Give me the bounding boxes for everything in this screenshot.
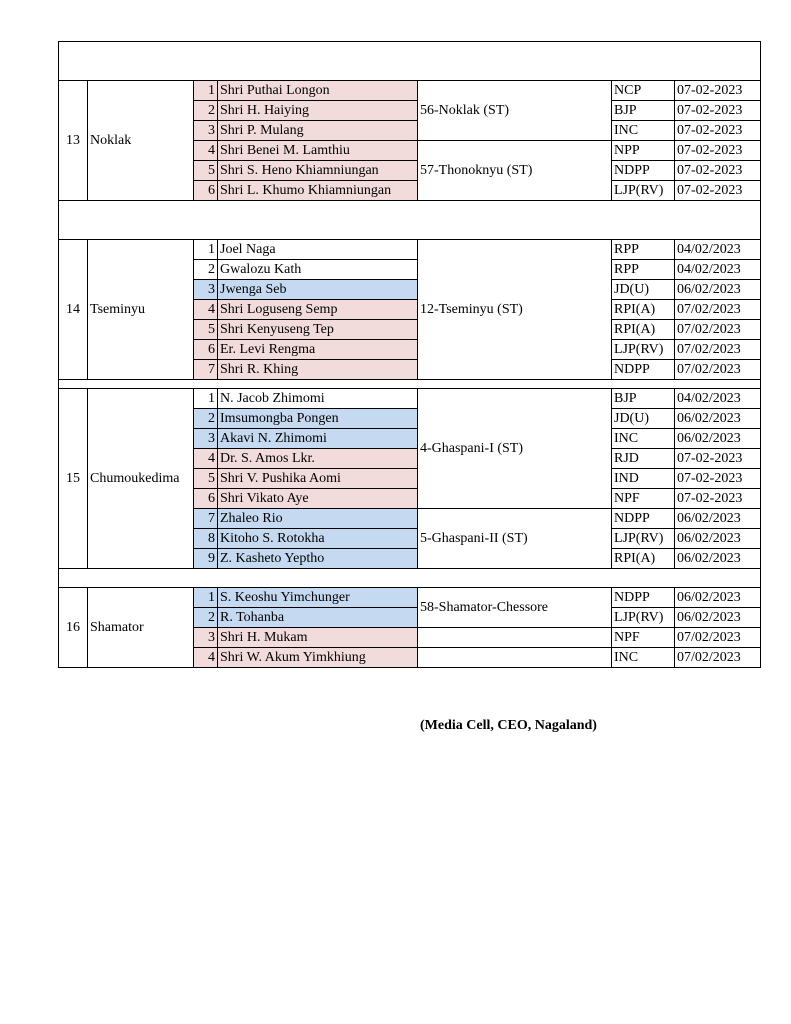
filing-date: 07/02/2023 xyxy=(675,648,761,668)
party-name: RJD xyxy=(612,449,675,469)
party-name: INC xyxy=(612,429,675,449)
serial-number: 4 xyxy=(194,648,218,668)
candidate-name: Shri Vikato Aye xyxy=(218,489,418,509)
constituency-name: 4-Ghaspani-I (ST) xyxy=(418,389,612,509)
candidate-name: Shri H. Haiying xyxy=(218,101,418,121)
filing-date: 07/02/2023 xyxy=(675,320,761,340)
constituency-name: 57-Thonoknyu (ST) xyxy=(418,141,612,201)
spacer-row xyxy=(59,380,761,389)
serial-number: 1 xyxy=(194,588,218,608)
candidate-name: Er. Levi Rengma xyxy=(218,340,418,360)
candidate-name: Shri L. Khumo Khiamniungan xyxy=(218,181,418,201)
filing-date: 06/02/2023 xyxy=(675,529,761,549)
party-name: RPP xyxy=(612,240,675,260)
nominations-table xyxy=(58,41,761,668)
serial-number: 1 xyxy=(194,240,218,260)
filing-date: 07/02/2023 xyxy=(675,628,761,648)
candidate-name: Gwalozu Kath xyxy=(218,260,418,280)
candidate-name: Shri Loguseng Semp xyxy=(218,300,418,320)
filing-date: 06/02/2023 xyxy=(675,409,761,429)
filing-date: 06/02/2023 xyxy=(675,429,761,449)
party-name: BJP xyxy=(612,389,675,409)
candidate-name: Shri S. Heno Khiamniungan xyxy=(218,161,418,181)
candidate-name: Shri Puthai Longon xyxy=(218,81,418,101)
district-name: Tseminyu xyxy=(88,240,194,380)
candidate-name: Shri P. Mulang xyxy=(218,121,418,141)
candidate-name: Kitoho S. Rotokha xyxy=(218,529,418,549)
serial-number: 2 xyxy=(194,608,218,628)
party-name: RPI(A) xyxy=(612,549,675,569)
party-name: BJP xyxy=(612,101,675,121)
serial-number: 4 xyxy=(194,300,218,320)
candidate-name: R. Tohanba xyxy=(218,608,418,628)
party-name: LJP(RV) xyxy=(612,608,675,628)
candidate-name: Shri Benei M. Lamthiu xyxy=(218,141,418,161)
filing-date: 07/02/2023 xyxy=(675,360,761,380)
serial-number: 3 xyxy=(194,121,218,141)
table-row xyxy=(59,588,761,608)
party-name: NPF xyxy=(612,628,675,648)
party-name: JD(U) xyxy=(612,409,675,429)
party-name: NDPP xyxy=(612,360,675,380)
party-name: LJP(RV) xyxy=(612,181,675,201)
candidate-name: Shri R. Khing xyxy=(218,360,418,380)
filing-date: 07-02-2023 xyxy=(675,101,761,121)
candidate-name: Joel Naga xyxy=(218,240,418,260)
district-number: 13 xyxy=(59,81,88,201)
filing-date: 06/02/2023 xyxy=(675,588,761,608)
party-name: LJP(RV) xyxy=(612,529,675,549)
party-name: RPP xyxy=(612,260,675,280)
serial-number: 4 xyxy=(194,141,218,161)
table-body xyxy=(59,42,761,668)
candidate-name: Z. Kasheto Yeptho xyxy=(218,549,418,569)
spacer-cell xyxy=(59,380,761,389)
candidate-name: Akavi N. Zhimomi xyxy=(218,429,418,449)
spacer-row xyxy=(59,201,761,240)
serial-number: 5 xyxy=(194,469,218,489)
district-number: 14 xyxy=(59,240,88,380)
candidate-name: Imsumongba Pongen xyxy=(218,409,418,429)
serial-number: 2 xyxy=(194,409,218,429)
serial-number: 1 xyxy=(194,389,218,409)
constituency-name: 12-Tseminyu (ST) xyxy=(418,240,612,380)
serial-number: 6 xyxy=(194,340,218,360)
serial-number: 7 xyxy=(194,509,218,529)
candidate-name: Shri W. Akum Yimkhiung xyxy=(218,648,418,668)
serial-number: 5 xyxy=(194,320,218,340)
constituency-name xyxy=(418,628,612,648)
party-name: IND xyxy=(612,469,675,489)
filing-date: 07-02-2023 xyxy=(675,449,761,469)
district-number: 15 xyxy=(59,389,88,569)
serial-number: 2 xyxy=(194,260,218,280)
district-name: Shamator xyxy=(88,588,194,668)
filing-date: 06/02/2023 xyxy=(675,280,761,300)
serial-number: 5 xyxy=(194,161,218,181)
constituency-name xyxy=(418,648,612,668)
serial-number: 7 xyxy=(194,360,218,380)
party-name: NCP xyxy=(612,81,675,101)
candidate-name: Zhaleo Rio xyxy=(218,509,418,529)
serial-number: 8 xyxy=(194,529,218,549)
party-name: NDPP xyxy=(612,509,675,529)
filing-date: 07-02-2023 xyxy=(675,81,761,101)
party-name: RPI(A) xyxy=(612,320,675,340)
district-name: Chumoukedima xyxy=(88,389,194,569)
serial-number: 6 xyxy=(194,181,218,201)
table-row xyxy=(59,81,761,101)
candidate-name: Shri Kenyuseng Tep xyxy=(218,320,418,340)
filing-date: 06/02/2023 xyxy=(675,549,761,569)
spacer-cell xyxy=(59,42,761,81)
party-name: NPP xyxy=(612,141,675,161)
constituency-name: 58-Shamator-Chessore xyxy=(418,588,612,628)
party-name: INC xyxy=(612,648,675,668)
filing-date: 07-02-2023 xyxy=(675,121,761,141)
spacer-cell xyxy=(59,569,761,588)
serial-number: 3 xyxy=(194,429,218,449)
spacer-row xyxy=(59,569,761,588)
spacer-cell xyxy=(59,201,761,240)
table-row xyxy=(59,389,761,409)
spacer-row xyxy=(59,42,761,81)
candidate-name: N. Jacob Zhimomi xyxy=(218,389,418,409)
serial-number: 1 xyxy=(194,81,218,101)
serial-number: 6 xyxy=(194,489,218,509)
filing-date: 06/02/2023 xyxy=(675,509,761,529)
candidate-name: S. Keoshu Yimchunger xyxy=(218,588,418,608)
filing-date: 07/02/2023 xyxy=(675,340,761,360)
filing-date: 07-02-2023 xyxy=(675,181,761,201)
serial-number: 9 xyxy=(194,549,218,569)
party-name: LJP(RV) xyxy=(612,340,675,360)
party-name: JD(U) xyxy=(612,280,675,300)
candidate-name: Shri V. Pushika Aomi xyxy=(218,469,418,489)
filing-date: 07-02-2023 xyxy=(675,161,761,181)
filing-date: 07-02-2023 xyxy=(675,469,761,489)
candidate-name: Shri H. Mukam xyxy=(218,628,418,648)
filing-date: 07-02-2023 xyxy=(675,489,761,509)
party-name: NDPP xyxy=(612,161,675,181)
serial-number: 2 xyxy=(194,101,218,121)
party-name: INC xyxy=(612,121,675,141)
filing-date: 06/02/2023 xyxy=(675,608,761,628)
filing-date: 07/02/2023 xyxy=(675,300,761,320)
serial-number: 3 xyxy=(194,280,218,300)
serial-number: 3 xyxy=(194,628,218,648)
filing-date: 04/02/2023 xyxy=(675,260,761,280)
district-number: 16 xyxy=(59,588,88,668)
serial-number: 4 xyxy=(194,449,218,469)
candidate-name: Jwenga Seb xyxy=(218,280,418,300)
constituency-name: 56-Noklak (ST) xyxy=(418,81,612,141)
constituency-name: 5-Ghaspani-II (ST) xyxy=(418,509,612,569)
party-name: RPI(A) xyxy=(612,300,675,320)
district-name: Noklak xyxy=(88,81,194,201)
party-name: NPF xyxy=(612,489,675,509)
party-name: NDPP xyxy=(612,588,675,608)
filing-date: 07-02-2023 xyxy=(675,141,761,161)
nominations-sheet xyxy=(58,41,760,668)
candidate-name: Dr. S. Amos Lkr. xyxy=(218,449,418,469)
table-row xyxy=(59,240,761,260)
filing-date: 04/02/2023 xyxy=(675,240,761,260)
footer-credit: (Media Cell, CEO, Nagaland) xyxy=(420,718,597,733)
filing-date: 04/02/2023 xyxy=(675,389,761,409)
